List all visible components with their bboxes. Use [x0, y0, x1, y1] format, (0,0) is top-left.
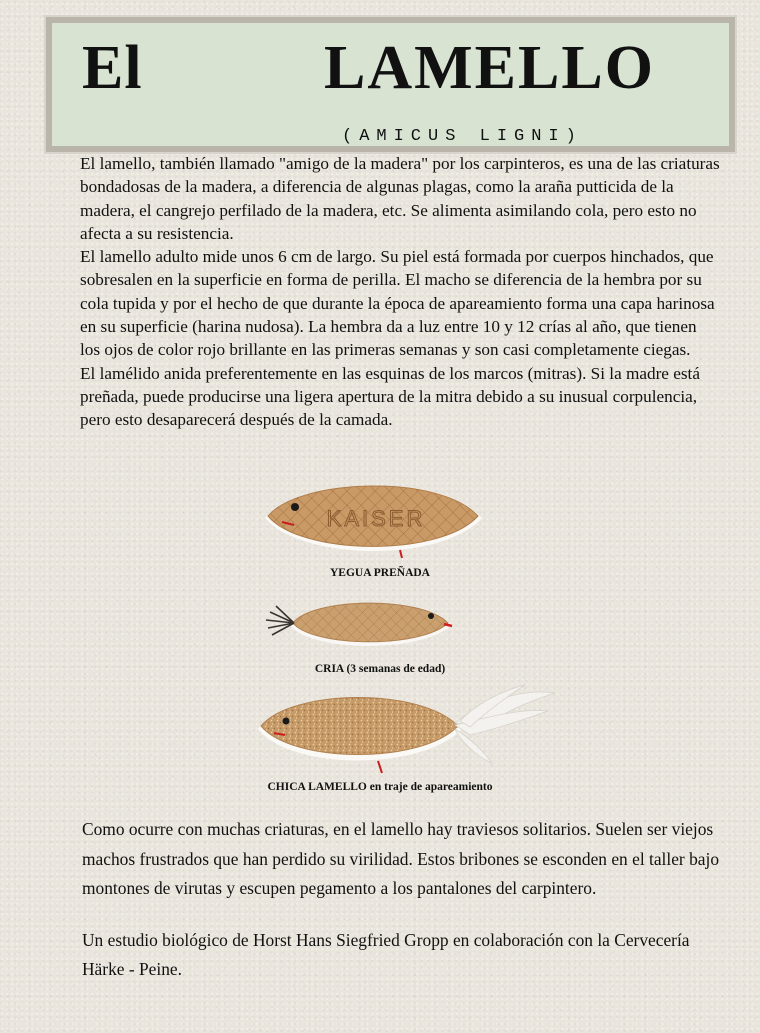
biscuit-kaiser-image	[0, 470, 760, 565]
intro-paragraph: El lamello adulto mide unos 6 cm de largo. Su piel está formada por cuerpos hinchados, que sobresalen en la superficie en forma de perilla. El macho se diferencia de la hembra por su cola tupida y por el hecho de que durante la época de apareamiento forma una capa harinosa en su superficie (harina nudosa). La hembra da a luz entre 10 y 12 crías al año, que tienen los ojos de color rojo brillante en las primeras semanas y son casi completamente ciegas.	[80, 247, 715, 360]
figure-mating	[0, 683, 760, 778]
intro-paragraph: El lamélido anida preferentemente en las esquinas de los marcos (mitras). Si la madre está preñada, puede producirse una ligera apertura de la mitra debido a su inusual corpulencia, pero esto desaparecerá después de la camada.	[80, 363, 700, 430]
intro-paragraph: El lamello, también llamado "amigo de la madera" por los carpinteros, es una de las criaturas bondadosas de la madera, a diferencia de algunas plagas, como la araña putticida de la madera, el cangrejo perfilado de la madera, etc. Se alimenta asimilando cola, pero esto no afecta a su resistencia.	[80, 154, 720, 243]
page-subtitle: (AMICUS LIGNI)	[342, 127, 583, 146]
biscuit-mating-image	[0, 683, 760, 778]
intro-text	[80, 152, 720, 432]
closing-text	[82, 815, 732, 985]
figure-caption: CHICA LAMELLO en traje de apareamiento	[267, 781, 493, 793]
credit-paragraph: Un estudio biológico de Horst Hans Siegfried Gropp en colaboración con la Cervecería Härke - Peine.	[82, 929, 690, 979]
figure-baby	[0, 590, 760, 660]
figure-caption: CRIA (3 semanas de edad)	[314, 663, 446, 675]
page-title-left: El	[82, 34, 143, 102]
figure-pregnant	[0, 470, 760, 565]
figure-caption: YEGUA PREÑADA	[330, 567, 430, 579]
biscuit-stamp-text: KAISER	[326, 506, 426, 531]
closing-paragraph: Como ocurre con muchas criaturas, en el lamello hay traviesos solitarios. Suelen ser viejos machos frustrados que han perdido su virilidad. Estos bribones se esconden en el taller bajo montones de virutas y escupen pegamento a los pantalones del carpintero.	[82, 819, 720, 898]
title-banner	[46, 17, 735, 152]
biscuit-baby-image	[0, 590, 760, 660]
page-title-main: LAMELLO	[324, 34, 655, 102]
